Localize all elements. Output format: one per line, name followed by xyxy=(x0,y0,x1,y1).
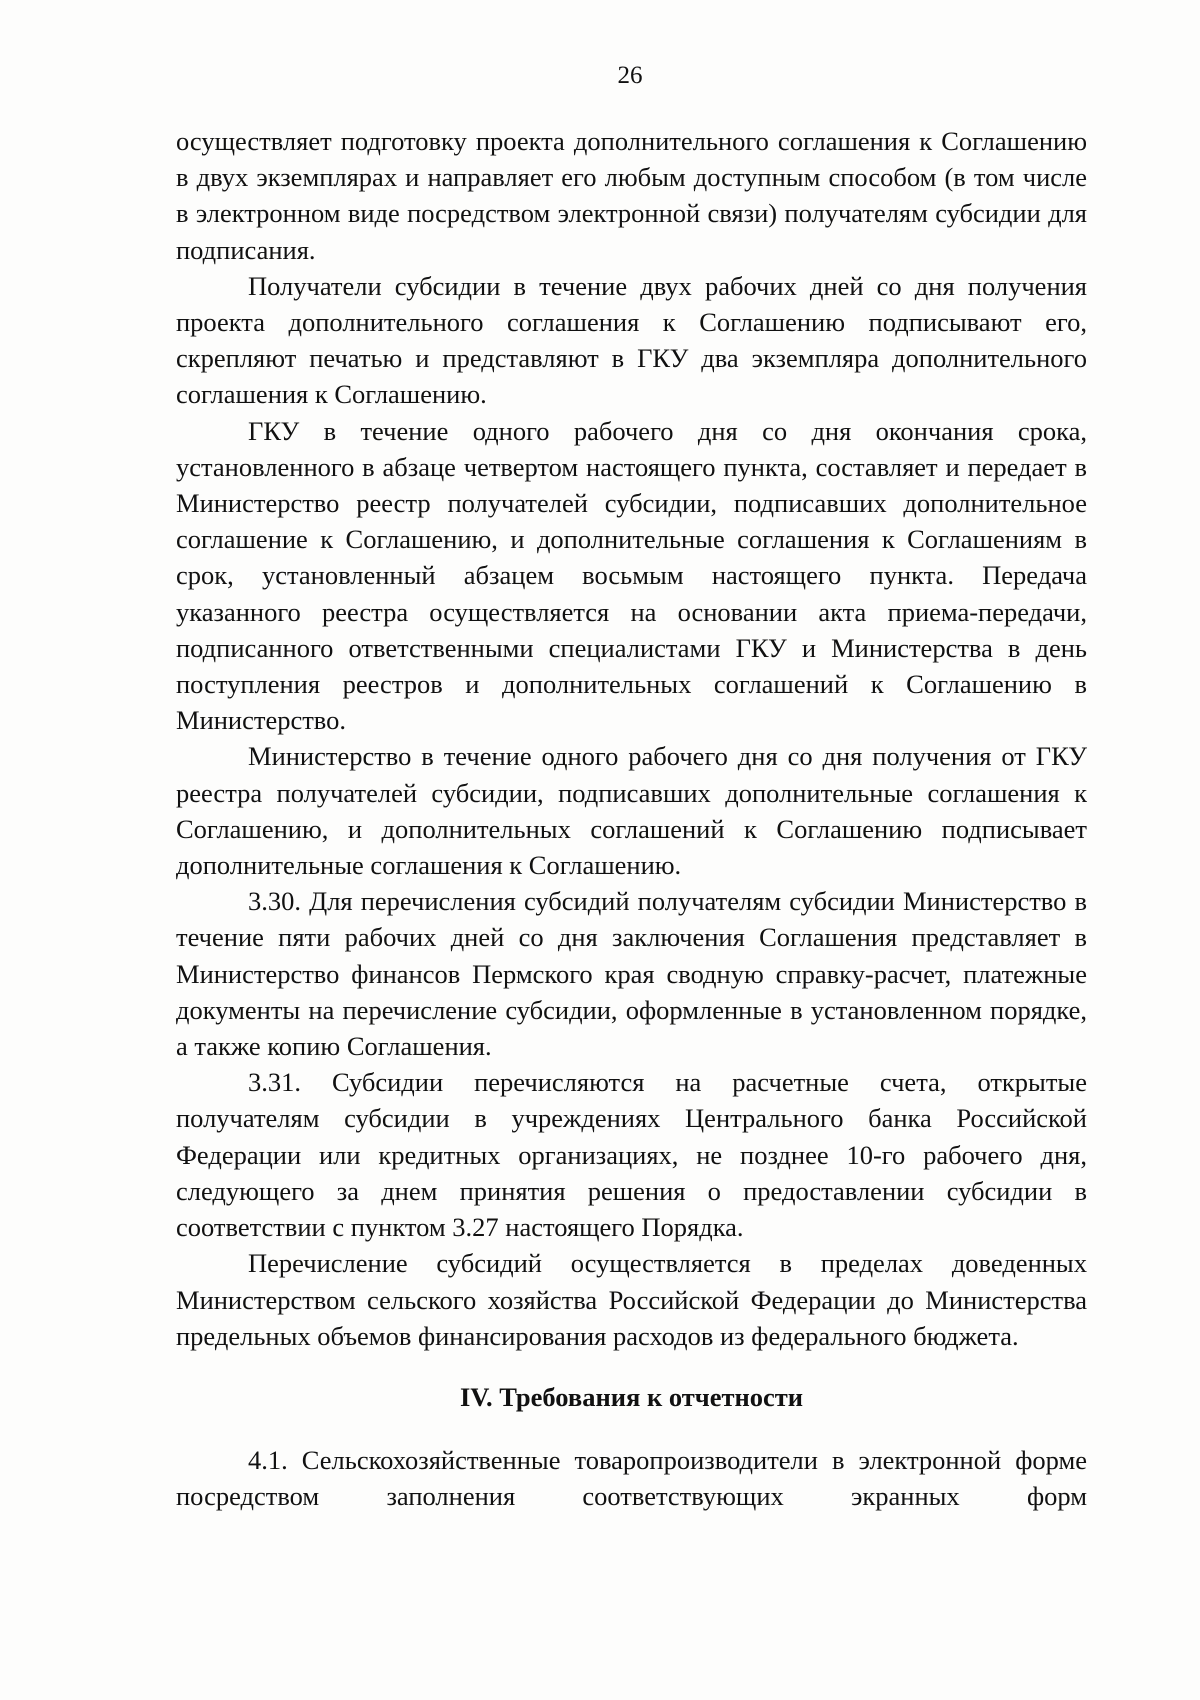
paragraph-4-1: 4.1. Сельскохозяйственные товаропроизводители в электронной форме посредством заполнения соответствующих экранных форм xyxy=(176,1445,1087,1512)
paragraph-recipients-sign: Получатели субсидии в течение двух рабочих дней со дня получения проекта дополнительного соглашения к Соглашению подписывают его, скрепляют печатью и представляют в ГКУ два экземпляра дополнительного соглашения к Соглашению. xyxy=(176,270,1087,410)
paragraph-gku-registry: ГКУ в течение одного рабочего дня со дня окончания срока, установленного в абзаце четвертом настоящего пункта, составляет и передает в Министерство реестр получателей субсидии, подписавших дополнительное соглашение к Соглашению, и дополнительные соглашения к Соглашениям в срок, установленный абзацем восьмым настоящего пункта. Передача указанного реестра осуществляется на основании акта приема-передачи, подписанного ответственными специалистами ГКУ и Министерства в день поступления реестров и дополнительных соглашений к Соглашению в Министерство. xyxy=(176,415,1087,736)
document-body xyxy=(176,123,1087,1515)
paragraph-transfer-limits: Перечисление субсидий осуществляется в пределах доведенных Министерством сельского хозяйства Российской Федерации до Министерства предельных объемов финансирования расходов из федерального бюджета. xyxy=(176,1248,1087,1351)
paragraph-ministry-signs: Министерство в течение одного рабочего дня со дня получения от ГКУ реестра получателей субсидии, подписавших дополнительные соглашения к Соглашению, и дополнительных соглашений к Соглашению подписывает дополнительные соглашения к Соглашению. xyxy=(176,741,1087,881)
paragraph-3-30: 3.30. Для перечисления субсидий получателям субсидии Министерство в течение пяти рабочих дней со дня заключения Соглашения представляет в Министерство финансов Пермского края сводную справку-расчет, платежные документы на перечисление субсидии, оформленные в установленном порядке, а также копию Соглашения. xyxy=(176,886,1087,1062)
paragraph-3-31: 3.31. Субсидии перечисляются на расчетные счета, открытые получателям субсидии в учреждениях Центрального банка Российской Федерации или кредитных организациях, не позднее 10-го рабочего дня, следующего за днем принятия решения о предоставлении субсидии в соответствии с пунктом 3.27 настоящего Порядка. xyxy=(176,1067,1087,1243)
section-heading: IV. Требования к отчетности xyxy=(459,1381,804,1412)
paragraph-continuation: осуществляет подготовку проекта дополнительного соглашения к Соглашению в двух экземплярах и направляет его любым доступным способом (в том числе в электронном виде посредством электронной связи) получателям субсидии для подписания. xyxy=(176,126,1087,265)
page-number: 26 xyxy=(617,62,643,89)
